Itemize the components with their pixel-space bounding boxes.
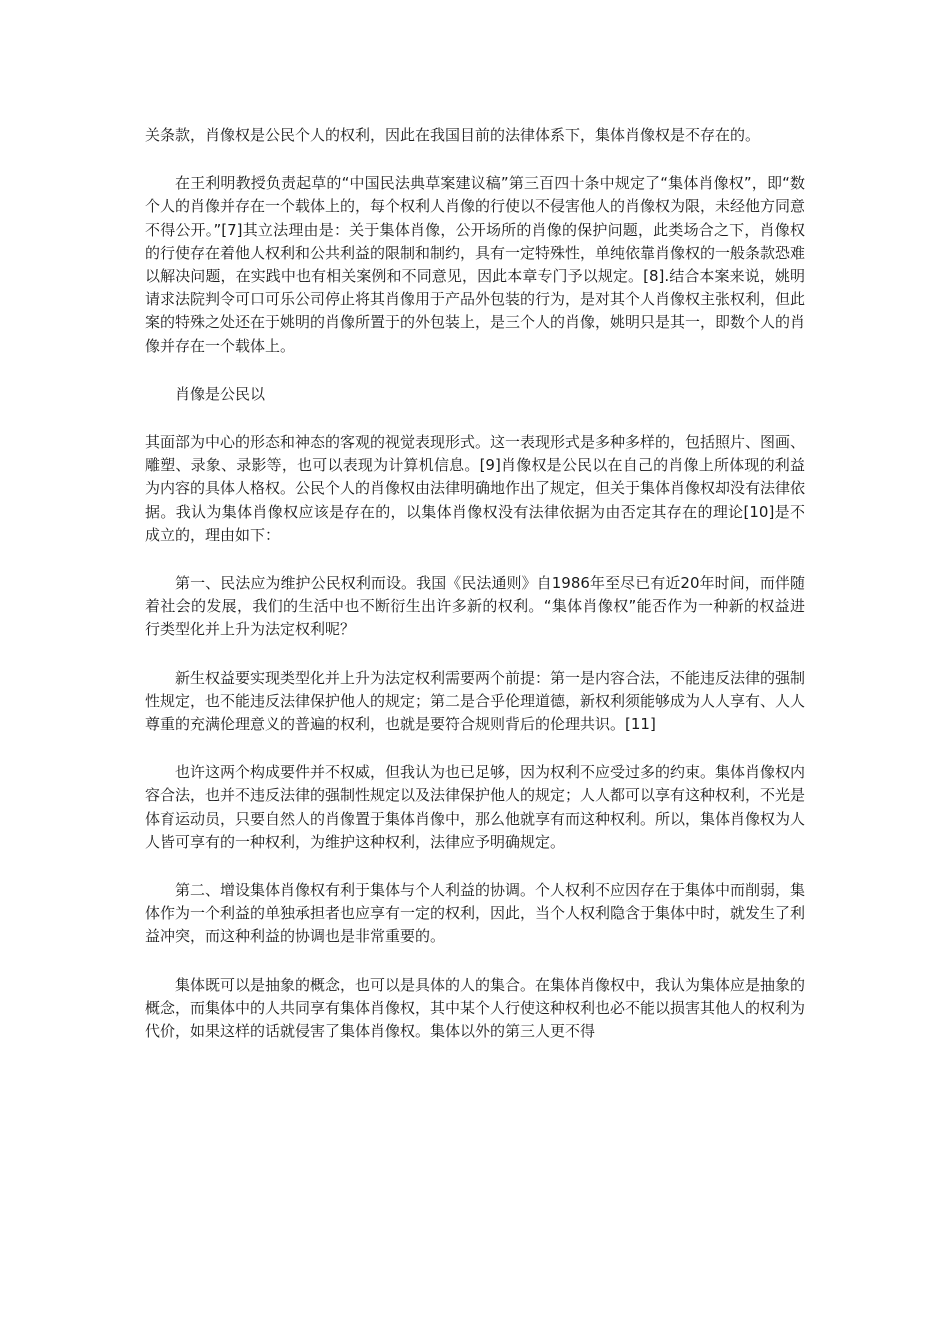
paragraph-7: 也许这两个构成要件并不权威，但我认为也已足够，因为权利不应受过多的约束。集体肖像权内容合法，也并不违反法律的强制性规定以及法律保护他人的规定；人人都可以享有这种权利，不光是体育运动员，只要自然人的肖像置于集体肖像中，那么他就享有而这种权利。所以，集体肖像权为人人皆可享有的一种权利，为维护这种权利，法律应予明确规定。 (145, 763, 806, 851)
paragraph-3: 肖像是公民以 (175, 384, 266, 403)
paragraph-8: 第二、增设集体肖像权有利于集体与个人利益的协调。个人权利不应因存在于集体中而削弱，集体作为一个利益的单独承担者也应享有一定的权利，因此，当个人权利隐含于集体中时，就发生了利益冲突，而这种利益的协调也是非常重要的。 (145, 881, 806, 946)
paragraph-1: 关条款，肖像权是公民个人的权利，因此在我国目前的法律体系下，集体肖像权是不存在的。 (145, 126, 761, 144)
document-body (145, 124, 805, 1068)
paragraph-4: 其面部为中心的形态和神态的客观的视觉表现形式。这一表现形式是多种多样的，包括照片、图画、雕塑、录象、录影等，也可以表现为计算机信息。[9]肖像权是公民以在自己的肖像上所体现的利益为内容的具体人格权。公民个人的肖像权由法律明确地作出了规定，但关于集体肖像权却没有法律依据。我认为集体肖像权应该是存在的，以集体肖像权没有法律依据为由否定其存在的理论[10]是不成立的，理由如下： (145, 433, 806, 544)
paragraph-9: 集体既可以是抽象的概念，也可以是具体的人的集合。在集体肖像权中，我认为集体应是抽象的概念，而集体中的人共同享有集体肖像权，其中某个人行使这种权利也必不能以损害其他人的权利为代价，如果这样的话就侵害了集体肖像权。集体以外的第三人更不得 (145, 975, 806, 1041)
paragraph-6: 新生权益要实现类型化并上升为法定权利需要两个前提：第一是内容合法，不能违反法律的强制性规定，也不能违反法律保护他人的规定；第二是合乎伦理道德，新权利须能够成为人人享有、人人尊重的充满伦理意义的普遍的权利，也就是要符合规则背后的伦理共识。[11] (145, 668, 806, 734)
paragraph-2: 在王利明教授负责起草的“中国民法典草案建议稿”第三百四十条中规定了“集体肖像权”，即“数个人的肖像并存在一个载体上的，每个权利人肖像的行使以不侵害他人的肖像权为限，未经他方同意不得公开。”[7]其立法理由是：关于集体肖像，公开场所的肖像的保护问题，此类场合之下，肖像权的行使存在着他人权利和公共利益的限制和制约，具有一定特殊性，单纯依靠肖像权的一般条款恐难以解决问题，在实践中也有相关案例和不同意见，因此本章专门予以规定。[8].结合本案来说，姚明请求法院判令可口可乐公司停止将其肖像用于产品外包装的行为，是对其个人肖像权主张权利，但此案的特殊之处还在于姚明的肖像所置于的外包装上，是三个人的肖像，姚明只是其一，即数个人的肖像并存在一个载体上。 (145, 174, 806, 355)
paragraph-5: 第一、民法应为维护公民权利而设。我国《民法通则》自1986年至尽已有近20年时间，而伴随着社会的发展，我们的生活中也不断衍生出许多新的权利。“集体肖像权”能否作为一种新的权益进行类型化并上升为法定权利呢？ (145, 574, 805, 639)
